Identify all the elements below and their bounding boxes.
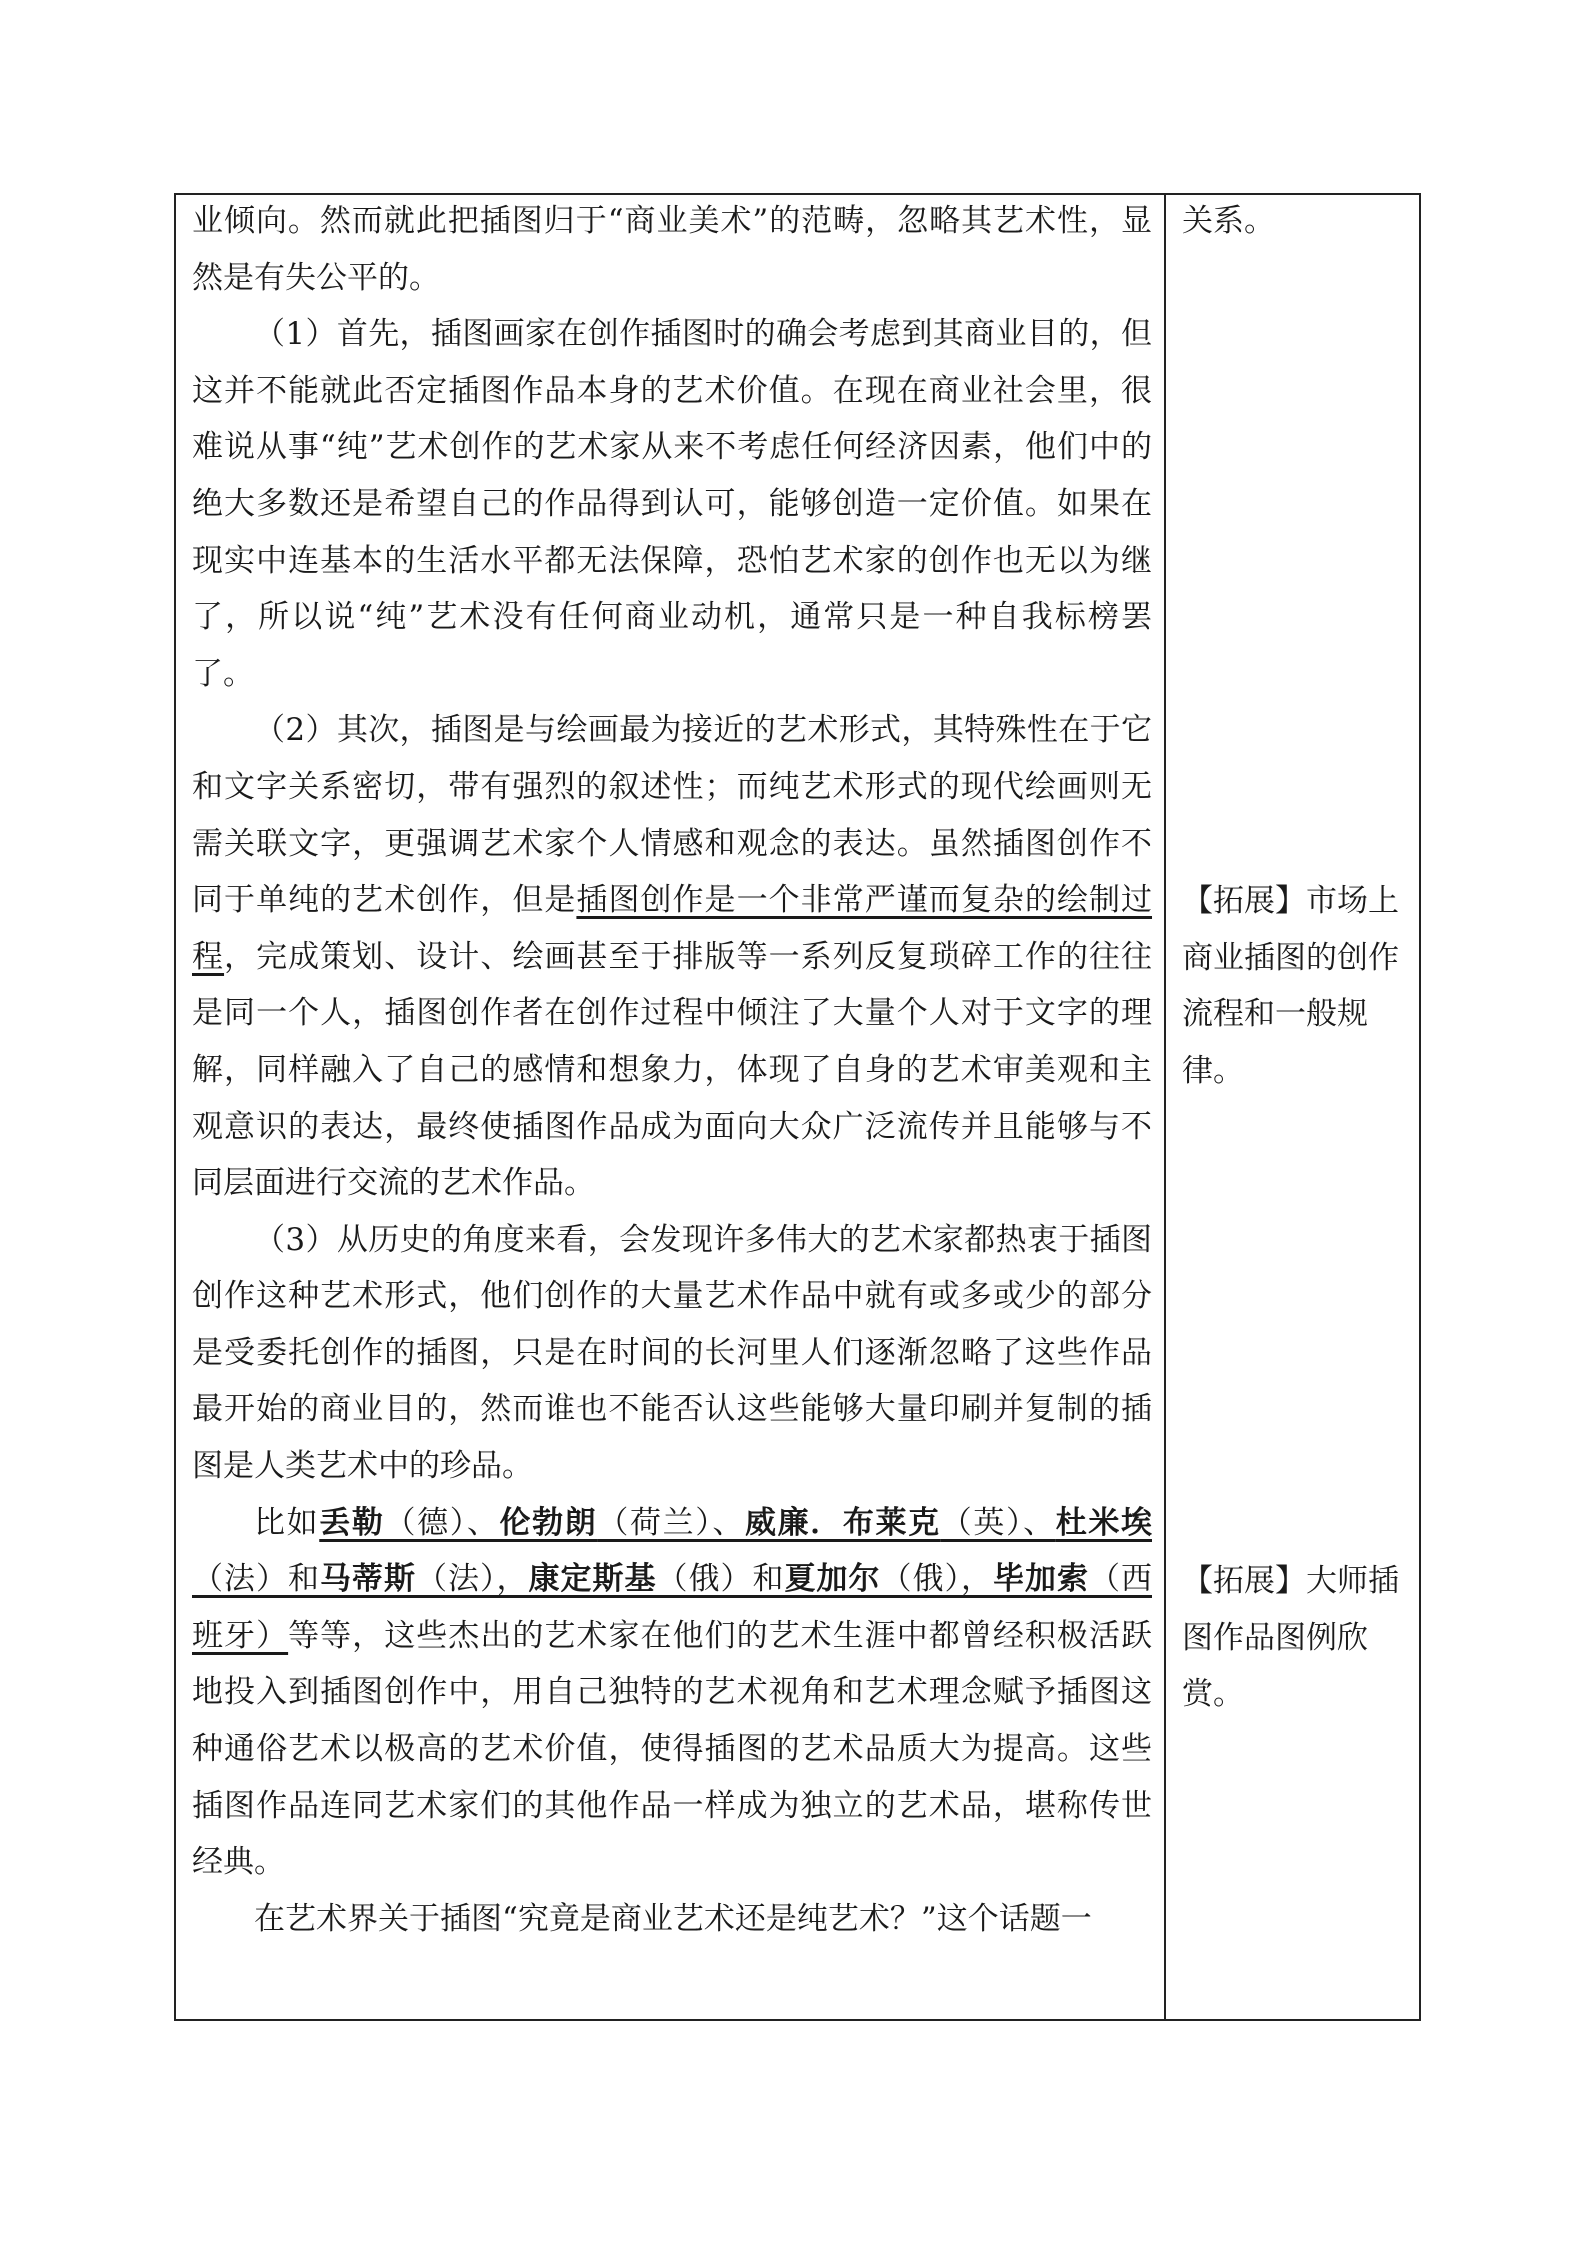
paragraph-point-1: （1）首先，插图画家在创作插图时的确会考虑到其商业目的，但这并不能就此否定插图作品本身的艺术价值。在现在商业社会里，很难说从事“纯”艺术创作的艺术家从来不考虑任何经济因素，他们中的绝大多数还是希望自己的作品得到认可，能够创造一定价值。如果在现实中连基本的生活水平都无法保障，恐怕艺术家的创作也无以为继了，所以说“纯”艺术没有任何商业动机，通常只是一种自我标榜罢了。 bbox=[192, 316, 1152, 692]
artist-country: （法）和 bbox=[192, 1561, 320, 1598]
side-note-extension-masters: 【拓展】大师插图作品图例欣赏。 bbox=[1182, 1563, 1399, 1713]
point-2-text-a: （2）其次，插图是与绘画最为接近的艺术形式，其特殊性在于它和文字关系密切，带有强烈的叙述性；而纯艺术形式的现代绘画则无需关联文字，更强调艺术家个人情感和观念的表达。虽然插图创作不同于单纯的艺术创作，但是 bbox=[192, 712, 1152, 919]
artist-name: 丢勒 bbox=[319, 1504, 385, 1541]
side-note-extension-market: 【拓展】市场上商业插图的创作流程和一般规律。 bbox=[1182, 883, 1399, 1089]
artist-country: （德）、 bbox=[384, 1504, 500, 1541]
artist-name: 康定斯基 bbox=[528, 1561, 657, 1598]
artist-country: （西班牙） bbox=[192, 1561, 1152, 1654]
paragraph-point-3: （3）从历史的角度来看，会发现许多伟大的艺术家都热衷于插图创作这种艺术形式，他们创作的大量艺术作品中就有或多或少的部分是受委托创作的插图，只是在时间的长河里人们逐渐忽略了这些作品最开始的商业目的，然而谁也不能否认这些能够大量印刷并复制的插图是人类艺术中的珍品。 bbox=[192, 1221, 1152, 1485]
artist-country: （英）、 bbox=[940, 1504, 1056, 1541]
artist-name: 毕加索 bbox=[993, 1561, 1089, 1598]
artist-name: 杜米埃 bbox=[1055, 1504, 1152, 1541]
artist-country: （俄）和 bbox=[656, 1561, 785, 1598]
artists-rest: 等等，这些杰出的艺术家在他们的艺术生涯中都曾经积极活跃地投入到插图创作中，用自己独特的艺术视角和艺术理念赋予插图这种通俗艺术以极高的艺术价值，使得插图的艺术品质大为提高。这些插图作品连同艺术家们的其他作品一样成为独立的艺术品，堪称传世经典。 bbox=[192, 1617, 1153, 1881]
artist-name: 马蒂斯 bbox=[320, 1561, 416, 1598]
point-2-underlined-phrase: 插图创作是一个非常严谨而复杂的绘制过程 bbox=[192, 882, 1153, 975]
paragraph-intro-continuation: 业倾向。然而就此把插图归于“商业美术”的范畴，忽略其艺术性，显然是有失公平的。 bbox=[192, 203, 1152, 296]
artist-name: 夏加尔 bbox=[784, 1561, 881, 1598]
point-2-text-b: ，完成策划、设计、绘画甚至于排版等一系列反复琐碎工作的往往是同一个人，插图创作者在创作过程中倾注了大量个人对于文字的理解，同样融入了自己的感情和想象力，体现了自身的艺术审美观和主观意识的表达，最终使插图作品成为面向大众广泛流传并且能够与不同层面进行交流的艺术作品。 bbox=[192, 938, 1153, 1202]
artist-name: 威廉．布莱克 bbox=[745, 1504, 941, 1541]
paragraph-point-2 bbox=[192, 702, 1152, 1211]
artist-name: 伦勃朗 bbox=[499, 1504, 598, 1541]
column-divider bbox=[1164, 193, 1166, 2021]
side-note-1: 关系。 bbox=[1182, 203, 1275, 239]
main-column bbox=[192, 193, 1152, 1947]
artist-country: （荷兰）、 bbox=[597, 1504, 745, 1541]
paragraph-closing: 在艺术界关于插图“究竟是商业艺术还是纯艺术？”这个话题一 bbox=[254, 1900, 1092, 1937]
artist-country: （俄）， bbox=[880, 1561, 993, 1598]
artists-lead: 比如 bbox=[254, 1504, 320, 1541]
paragraph-artists bbox=[192, 1495, 1152, 1891]
artist-country: （法）， bbox=[416, 1561, 529, 1598]
